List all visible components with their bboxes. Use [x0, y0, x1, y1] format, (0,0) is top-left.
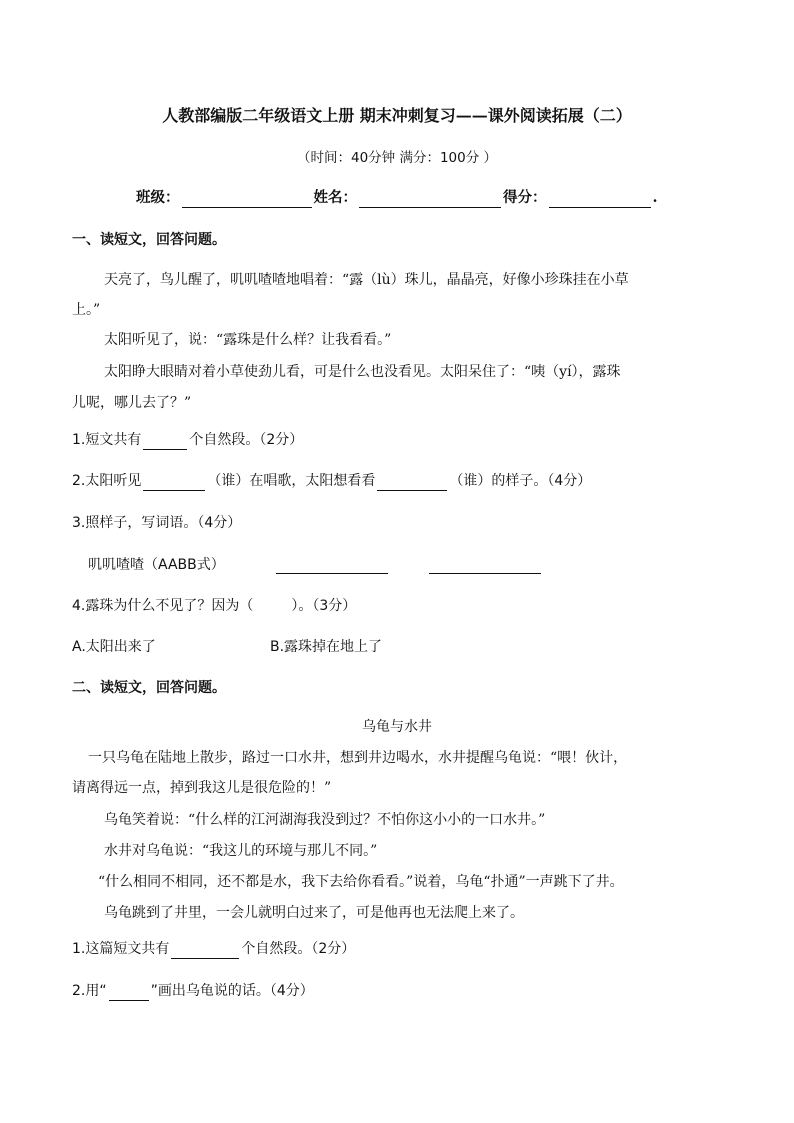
s1-q2-answer-b[interactable] — [377, 474, 447, 491]
s1-q3-answer-1[interactable] — [276, 557, 388, 574]
score-field[interactable] — [549, 191, 651, 208]
page-title: 人教部编版二年级语文上册 期末冲刺复习——课外阅读拓展（二） — [162, 106, 632, 125]
passage2-line: 乌龟跳到了井里，一会儿就明白过来了，可是他再也无法爬上来了。 — [104, 905, 524, 921]
passage1-line: 天亮了，鸟儿醒了，叽叽喳喳地唱着：“露（lù）珠儿，晶晶亮，好像小珍珠挂在小草 — [104, 272, 629, 288]
s1-q3-answer-2[interactable] — [429, 557, 541, 574]
passage2-line: 一只乌龟在陆地上散步，路过一口水井，想到井边喝水，水井提醒乌龟说：“喂！伙计， — [88, 750, 628, 766]
passage1-line: 太阳睁大眼睛对着小草使劲儿看，可是什么也没看见。太阳呆住了：“咦（yí），露珠 — [104, 364, 621, 380]
s2-question-2: 2.用“ ”画出乌龟说的话。（4分） — [72, 983, 314, 999]
s1-question-3: 3.照样子，写词语。（4分） — [72, 515, 242, 531]
s1-question-4: 4.露珠为什么不见了？因为（ ）。（3分） — [72, 598, 357, 614]
s1-question-1: 1.短文共有 个自然段。（2分） — [72, 432, 304, 448]
section1-heading: 一、读短文，回答问题。 — [72, 232, 226, 248]
s1-q4-option-a[interactable]: A.太阳出来了 — [72, 639, 156, 655]
passage2-line: 水井对乌龟说：“我这儿的环境与那儿不同。” — [104, 843, 378, 859]
class-label: 班级： — [136, 189, 180, 206]
s2-q1-answer[interactable] — [171, 942, 239, 959]
s1-question-2: 2.太阳听见 （谁）在唱歌，太阳想看看 （谁）的样子。（4分） — [72, 473, 592, 489]
exam-info: （时间：40分钟 满分：100分 ） — [296, 150, 498, 166]
passage1-line: 上。” — [72, 302, 101, 318]
class-field[interactable] — [182, 191, 312, 208]
s1-q3-example: 叽叽喳喳（AABB式） — [88, 557, 225, 573]
s2-question-1: 1.这篇短文共有 个自然段。（2分） — [72, 941, 356, 957]
name-field[interactable] — [359, 191, 501, 208]
passage1-line: 太阳听见了，说：“露珠是什么样？让我看看。” — [104, 332, 392, 348]
s2-q2-line-sample — [109, 984, 149, 1001]
name-label: 姓名： — [313, 189, 357, 206]
passage1-line: 儿呢，哪儿去了？” — [72, 395, 192, 411]
s1-q4-option-b[interactable]: B.露珠掉在地上了 — [270, 639, 383, 655]
student-info-row — [136, 188, 658, 208]
s1-q1-answer[interactable] — [143, 433, 187, 450]
s1-q2-answer-a[interactable] — [143, 474, 205, 491]
passage2-line: 乌龟笑着说：“什么样的江河湖海我没到过？不怕你这小小的一口水井。” — [104, 812, 546, 828]
score-label: 得分： — [503, 189, 547, 206]
end-mark: . — [652, 189, 658, 206]
section2-heading: 二、读短文，回答问题。 — [72, 680, 226, 696]
passage2-line: “什么相同不相同，还不都是水，我下去给你看看。”说着，乌龟“扑通”一声跳下了井。 — [98, 874, 624, 890]
passage2-title: 乌龟与水井 — [362, 719, 432, 735]
passage2-line: 请离得远一点，掉到我这儿是很危险的！” — [72, 780, 332, 796]
